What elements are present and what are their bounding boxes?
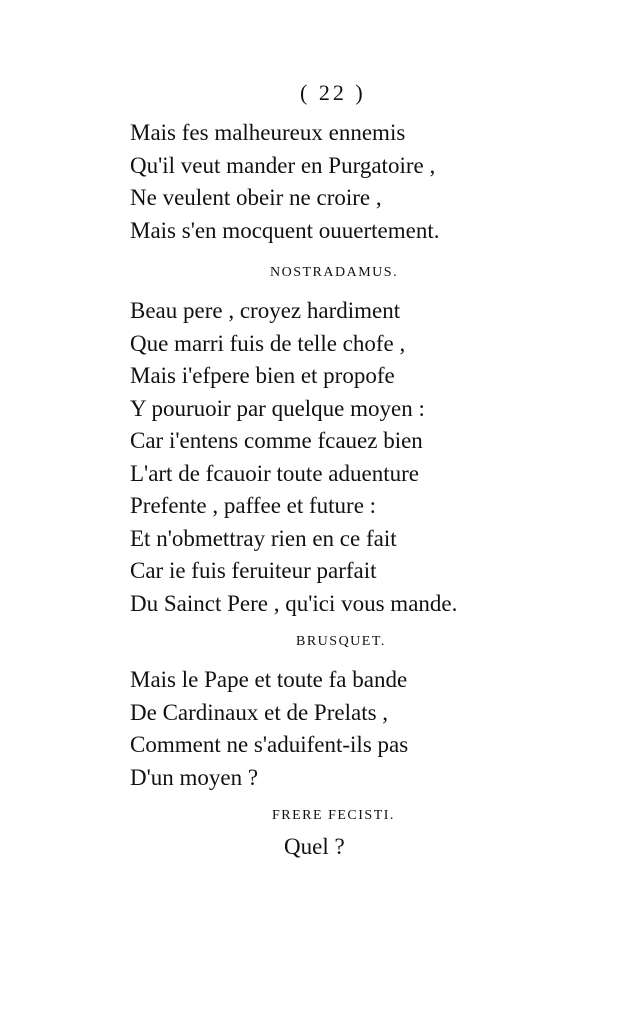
verse-line: Quel ? (284, 834, 345, 859)
verse-line: Mais i'efpere bien et propofe (130, 363, 395, 388)
verse-line: De Cardinaux et de Prelats , (130, 699, 389, 725)
verse-line: Qu'il veut mander en Purgatoire , (130, 152, 436, 178)
verse-line: Car ie fuis feruiteur parfait (130, 558, 377, 583)
speaker-name: BRUSQUET. (296, 634, 386, 649)
verse-line: Mais s'en mocquent ouuertement. (130, 217, 440, 243)
verse-line: Et n'obmettray rien en ce fait (130, 525, 397, 551)
verse-line: Mais fes malheureux ennemis (130, 120, 406, 145)
verse-line: Y pouruoir par quelque moyen : (130, 395, 425, 421)
verse-line: Beau pere , croyez hardiment (130, 298, 401, 323)
stanza-2 (130, 295, 457, 620)
verse-line: Comment ne s'aduifent-ils pas (130, 732, 409, 757)
verse-line: D'un moyen ? (130, 764, 259, 790)
page-number: ( 22 ) (300, 80, 366, 105)
verse-line: Car i'entens comme fcauez bien (130, 428, 423, 453)
verse-line: Du Sainct Pere , qu'ici vous mande. (130, 590, 458, 616)
speaker-name: FRERE FECISTI. (272, 808, 395, 823)
stanza-3 (130, 664, 408, 794)
speaker-name: NOSTRADAMUS. (270, 265, 399, 280)
verse-line: Mais le Pape et toute fa bande (130, 667, 408, 692)
verse-line: Ne veulent obeir ne croire , (130, 185, 382, 210)
stanza-1 (130, 117, 439, 247)
verse-line: L'art de fcauoir toute aduenture (130, 460, 419, 486)
verse-line: Que marri fuis de telle chofe , (130, 330, 406, 356)
verse-line: Prefente , paffee et future : (130, 493, 377, 518)
